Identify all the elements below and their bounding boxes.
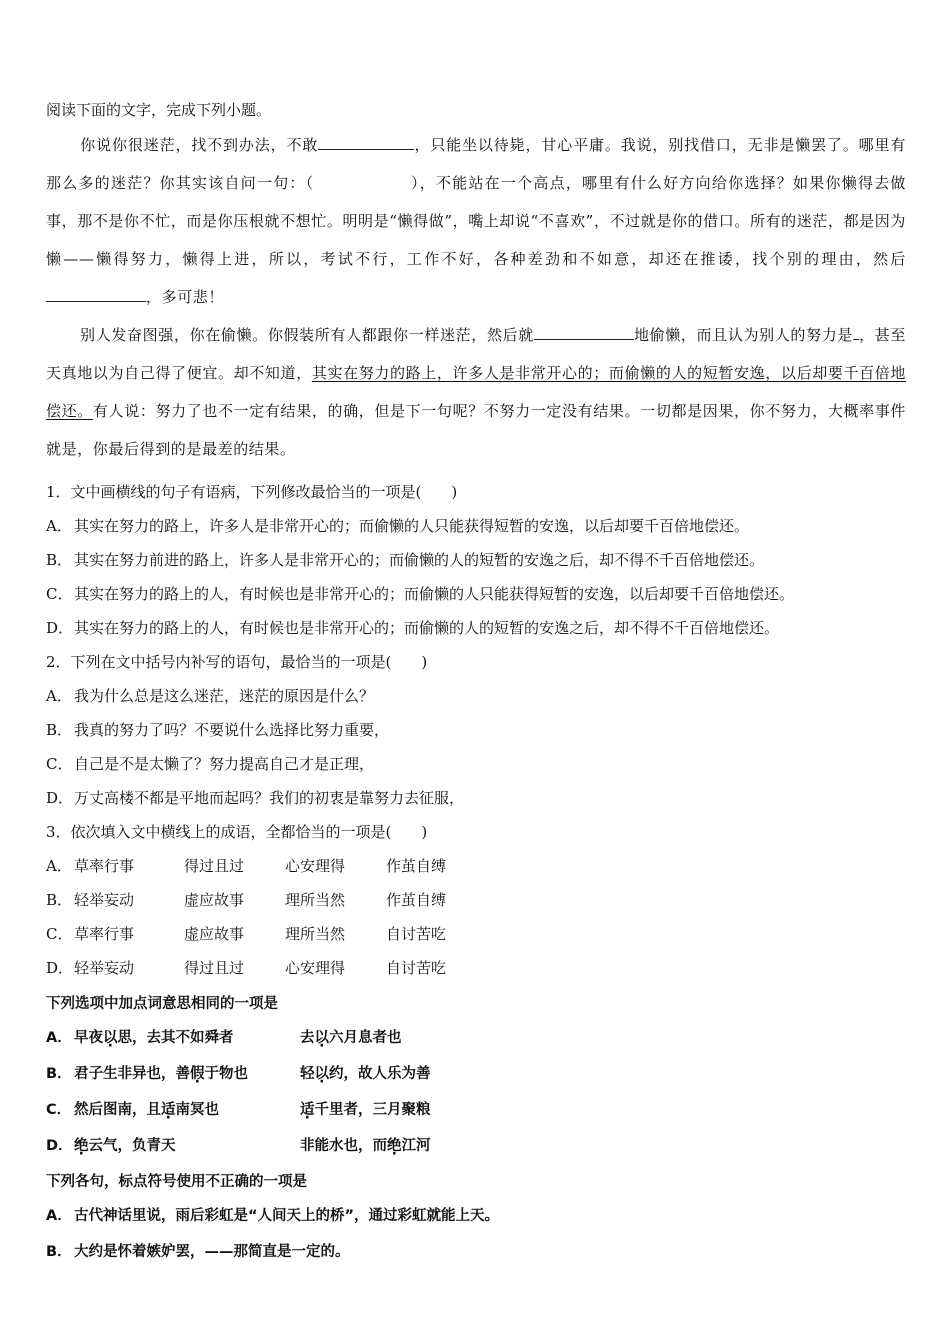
option-key: C． bbox=[46, 585, 73, 603]
option-row bbox=[46, 924, 906, 944]
option-row bbox=[46, 788, 906, 808]
option-key: B． bbox=[46, 1244, 72, 1260]
option-text: 其实在努力的路上，许多人是非常开心的；而偷懒的人只能获得短暂的安逸，以后却要千百倍地偿还。 bbox=[74, 517, 750, 535]
text: 约，故人乐为善 bbox=[329, 1066, 431, 1082]
idiom: 心安理得 bbox=[285, 959, 346, 977]
option-key: A． bbox=[46, 1208, 72, 1224]
passage-text: 别人发奋图强，你在偷懒。你假装所有人都跟你一样迷茫，然后就 bbox=[80, 326, 534, 344]
text: 去 bbox=[300, 1030, 315, 1046]
text: 南冥也 bbox=[175, 1102, 219, 1118]
option-key: B． bbox=[46, 891, 73, 909]
text: 千里者，三月聚粮 bbox=[314, 1102, 431, 1118]
text: 思，去其不如舜者 bbox=[117, 1030, 234, 1046]
fill-blank-4 bbox=[46, 285, 146, 302]
idiom: 虚应故事 bbox=[184, 891, 245, 909]
text: 云气，负青天 bbox=[88, 1138, 176, 1154]
dotted-word: 适 bbox=[161, 1102, 176, 1118]
option-row bbox=[46, 890, 906, 910]
sentence-left bbox=[74, 1064, 300, 1084]
option-text: 其实在努力的路上的人，有时候也是非常开心的；而偷懒的人的短暂的安逸之后，却不得不千百倍地偿还。 bbox=[74, 619, 780, 637]
option-row bbox=[46, 754, 906, 774]
sentence-right bbox=[300, 1030, 402, 1046]
option-key: A． bbox=[46, 1030, 72, 1046]
option-key: C． bbox=[46, 755, 73, 773]
intro-text: 阅读下面的文字，完成下列小题。 bbox=[46, 101, 272, 119]
option-row bbox=[46, 1028, 906, 1048]
text: 早夜 bbox=[74, 1030, 103, 1046]
passage-paragraph-1 bbox=[46, 126, 906, 316]
option-text: 其实在努力前进的路上，许多人是非常开心的；而偷懒的人的短暂的安逸之后，却不得不千百倍地偿还。 bbox=[74, 551, 765, 569]
fill-blank-2 bbox=[534, 323, 634, 340]
sentence-left bbox=[74, 1136, 300, 1156]
idiom: 得过且过 bbox=[184, 857, 245, 875]
question-1-stem: 1．文中画横线的句子有语病，下列修改最恰当的一项是( ) bbox=[46, 483, 458, 501]
fill-blank-1 bbox=[318, 133, 414, 150]
sentence-right bbox=[300, 1102, 431, 1118]
dotted-word: 以 bbox=[314, 1066, 329, 1082]
idiom: 草率行事 bbox=[74, 857, 135, 875]
option-key: B． bbox=[46, 721, 73, 739]
option-key: A． bbox=[46, 517, 72, 535]
dotted-word: 以 bbox=[314, 1030, 329, 1046]
text: 君子生非异也，善 bbox=[74, 1066, 190, 1082]
option-row bbox=[46, 1100, 906, 1120]
option-text: 万丈高楼不都是平地而起吗？我们的初衷是靠努力去征服， bbox=[74, 789, 465, 807]
passage-text: ，甚至天真地以为自己得了便宜。却不知道， bbox=[46, 326, 906, 382]
option-row bbox=[46, 856, 906, 876]
idiom: 自讨苦吃 bbox=[386, 959, 447, 977]
idiom: 作茧自缚 bbox=[386, 891, 447, 909]
option-key: C． bbox=[46, 925, 73, 943]
option-text: 其实在努力的路上的人，有时候也是非常开心的；而偷懒的人只能获得短暂的安逸，以后却要千百倍地偿还。 bbox=[74, 585, 795, 603]
dotted-word: 假 bbox=[190, 1066, 205, 1082]
option-key: D． bbox=[46, 619, 74, 637]
idiom: 心安理得 bbox=[285, 857, 346, 875]
option-key: C． bbox=[46, 1102, 72, 1118]
text: 于物也 bbox=[204, 1066, 248, 1082]
passage-text: 地偷懒，而且认为别人的努力是 bbox=[633, 326, 854, 344]
sentence-left bbox=[74, 1100, 300, 1120]
question-3-stem: 3．依次填入文中横线上的成语，全都恰当的一项是( ) bbox=[46, 823, 428, 841]
passage-text: ），不能站在一个高点，哪里有什么好方向给你选择？如果你懒得去做事，那不是你不忙，而是你压根就不想忙。明明是“懒得做”，嘴上却说“不喜欢”，不过就是你的借口。所有的迷茫，都是因为懒——懒得努力，懒得上进，所以，考试不行，工作不好，各种差劲和不如意，却还在推诿，找个别的理由，然后 bbox=[46, 174, 907, 268]
option-key: A． bbox=[46, 687, 72, 705]
option-row bbox=[46, 584, 906, 604]
idiom: 草率行事 bbox=[74, 925, 135, 943]
option-row bbox=[46, 686, 906, 706]
idiom: 理所当然 bbox=[285, 925, 346, 943]
dotted-word: 绝 bbox=[74, 1138, 89, 1154]
option-text: 我为什么总是这么迷茫，迷茫的原因是什么？ bbox=[74, 687, 375, 705]
passage-paragraph-2 bbox=[46, 316, 906, 468]
option-key: A． bbox=[46, 857, 72, 875]
sentence-right bbox=[300, 1066, 431, 1082]
sentence-right bbox=[300, 1138, 431, 1154]
option-row bbox=[46, 1136, 906, 1156]
option-row bbox=[46, 550, 906, 570]
passage-text: ，多可悲！ bbox=[146, 288, 225, 306]
option-text: 自己是不是太懒了？努力提高自己才是正理， bbox=[74, 755, 375, 773]
idiom: 得过且过 bbox=[184, 959, 245, 977]
option-row bbox=[46, 516, 906, 536]
option-key: D． bbox=[46, 1138, 73, 1154]
underlined-sentence: 其实在努力的路上，许多人是非常开心的；而偷懒的人的短暂安逸，以后却要千百倍地偿还。 bbox=[46, 364, 906, 420]
dotted-word: 绝 bbox=[387, 1138, 402, 1154]
option-text: 大约是怀着嫉妒罢，——那简直是一定的。 bbox=[74, 1244, 350, 1260]
option-row bbox=[46, 1064, 906, 1084]
option-row bbox=[46, 720, 906, 740]
option-row bbox=[46, 1242, 906, 1262]
question-4-stem: 下列选项中加点词意思相同的一项是 bbox=[46, 996, 278, 1012]
idiom: 虚应故事 bbox=[184, 925, 245, 943]
text: 非能水也，而 bbox=[300, 1138, 387, 1154]
idiom: 轻举妄动 bbox=[74, 959, 135, 977]
question-5-stem: 下列各句，标点符号使用不正确的一项是 bbox=[46, 1174, 307, 1190]
passage-text: 你说你很迷茫，找不到办法，不敢 bbox=[80, 136, 319, 154]
dotted-word: 以 bbox=[103, 1030, 118, 1046]
text: 然后图南，且 bbox=[74, 1102, 161, 1118]
option-key: B． bbox=[46, 551, 73, 569]
passage-text: 有人说：努力了也不一定有结果，的确，但是下一句呢？不努力一定没有结果。一切都是因果，你不努力，大概率事件就是，你最后得到的是最差的结果。 bbox=[46, 402, 906, 458]
document-page bbox=[46, 100, 906, 1262]
option-text: 古代神话里说，雨后彩虹是“人间天上的桥”，通过彩虹就能上天。 bbox=[74, 1208, 500, 1224]
idiom: 理所当然 bbox=[285, 891, 346, 909]
passage-text: ，只能坐以待毙，甘心平庸。我说，别找借口，无非是懒罢了。哪里有那么多的迷茫？你其实该自问一句：（ bbox=[46, 136, 906, 192]
option-text: 我真的努力了吗？不要说什么选择比努力重要， bbox=[74, 721, 390, 739]
option-row bbox=[46, 958, 906, 978]
option-key: B． bbox=[46, 1066, 72, 1082]
text: 六月息者也 bbox=[329, 1030, 402, 1046]
question-2-stem: 2．下列在文中括号内补写的语句，最恰当的一项是( ) bbox=[46, 653, 428, 671]
dotted-word: 适 bbox=[300, 1102, 315, 1118]
text: 江河 bbox=[401, 1138, 431, 1154]
option-row bbox=[46, 1206, 906, 1226]
passage bbox=[46, 126, 906, 468]
option-row bbox=[46, 618, 906, 638]
text: 轻 bbox=[300, 1066, 315, 1082]
idiom: 作茧自缚 bbox=[386, 857, 447, 875]
idiom: 轻举妄动 bbox=[74, 891, 135, 909]
option-key: D． bbox=[46, 959, 74, 977]
option-key: D． bbox=[46, 789, 74, 807]
sentence-left bbox=[74, 1028, 300, 1048]
idiom: 自讨苦吃 bbox=[386, 925, 447, 943]
